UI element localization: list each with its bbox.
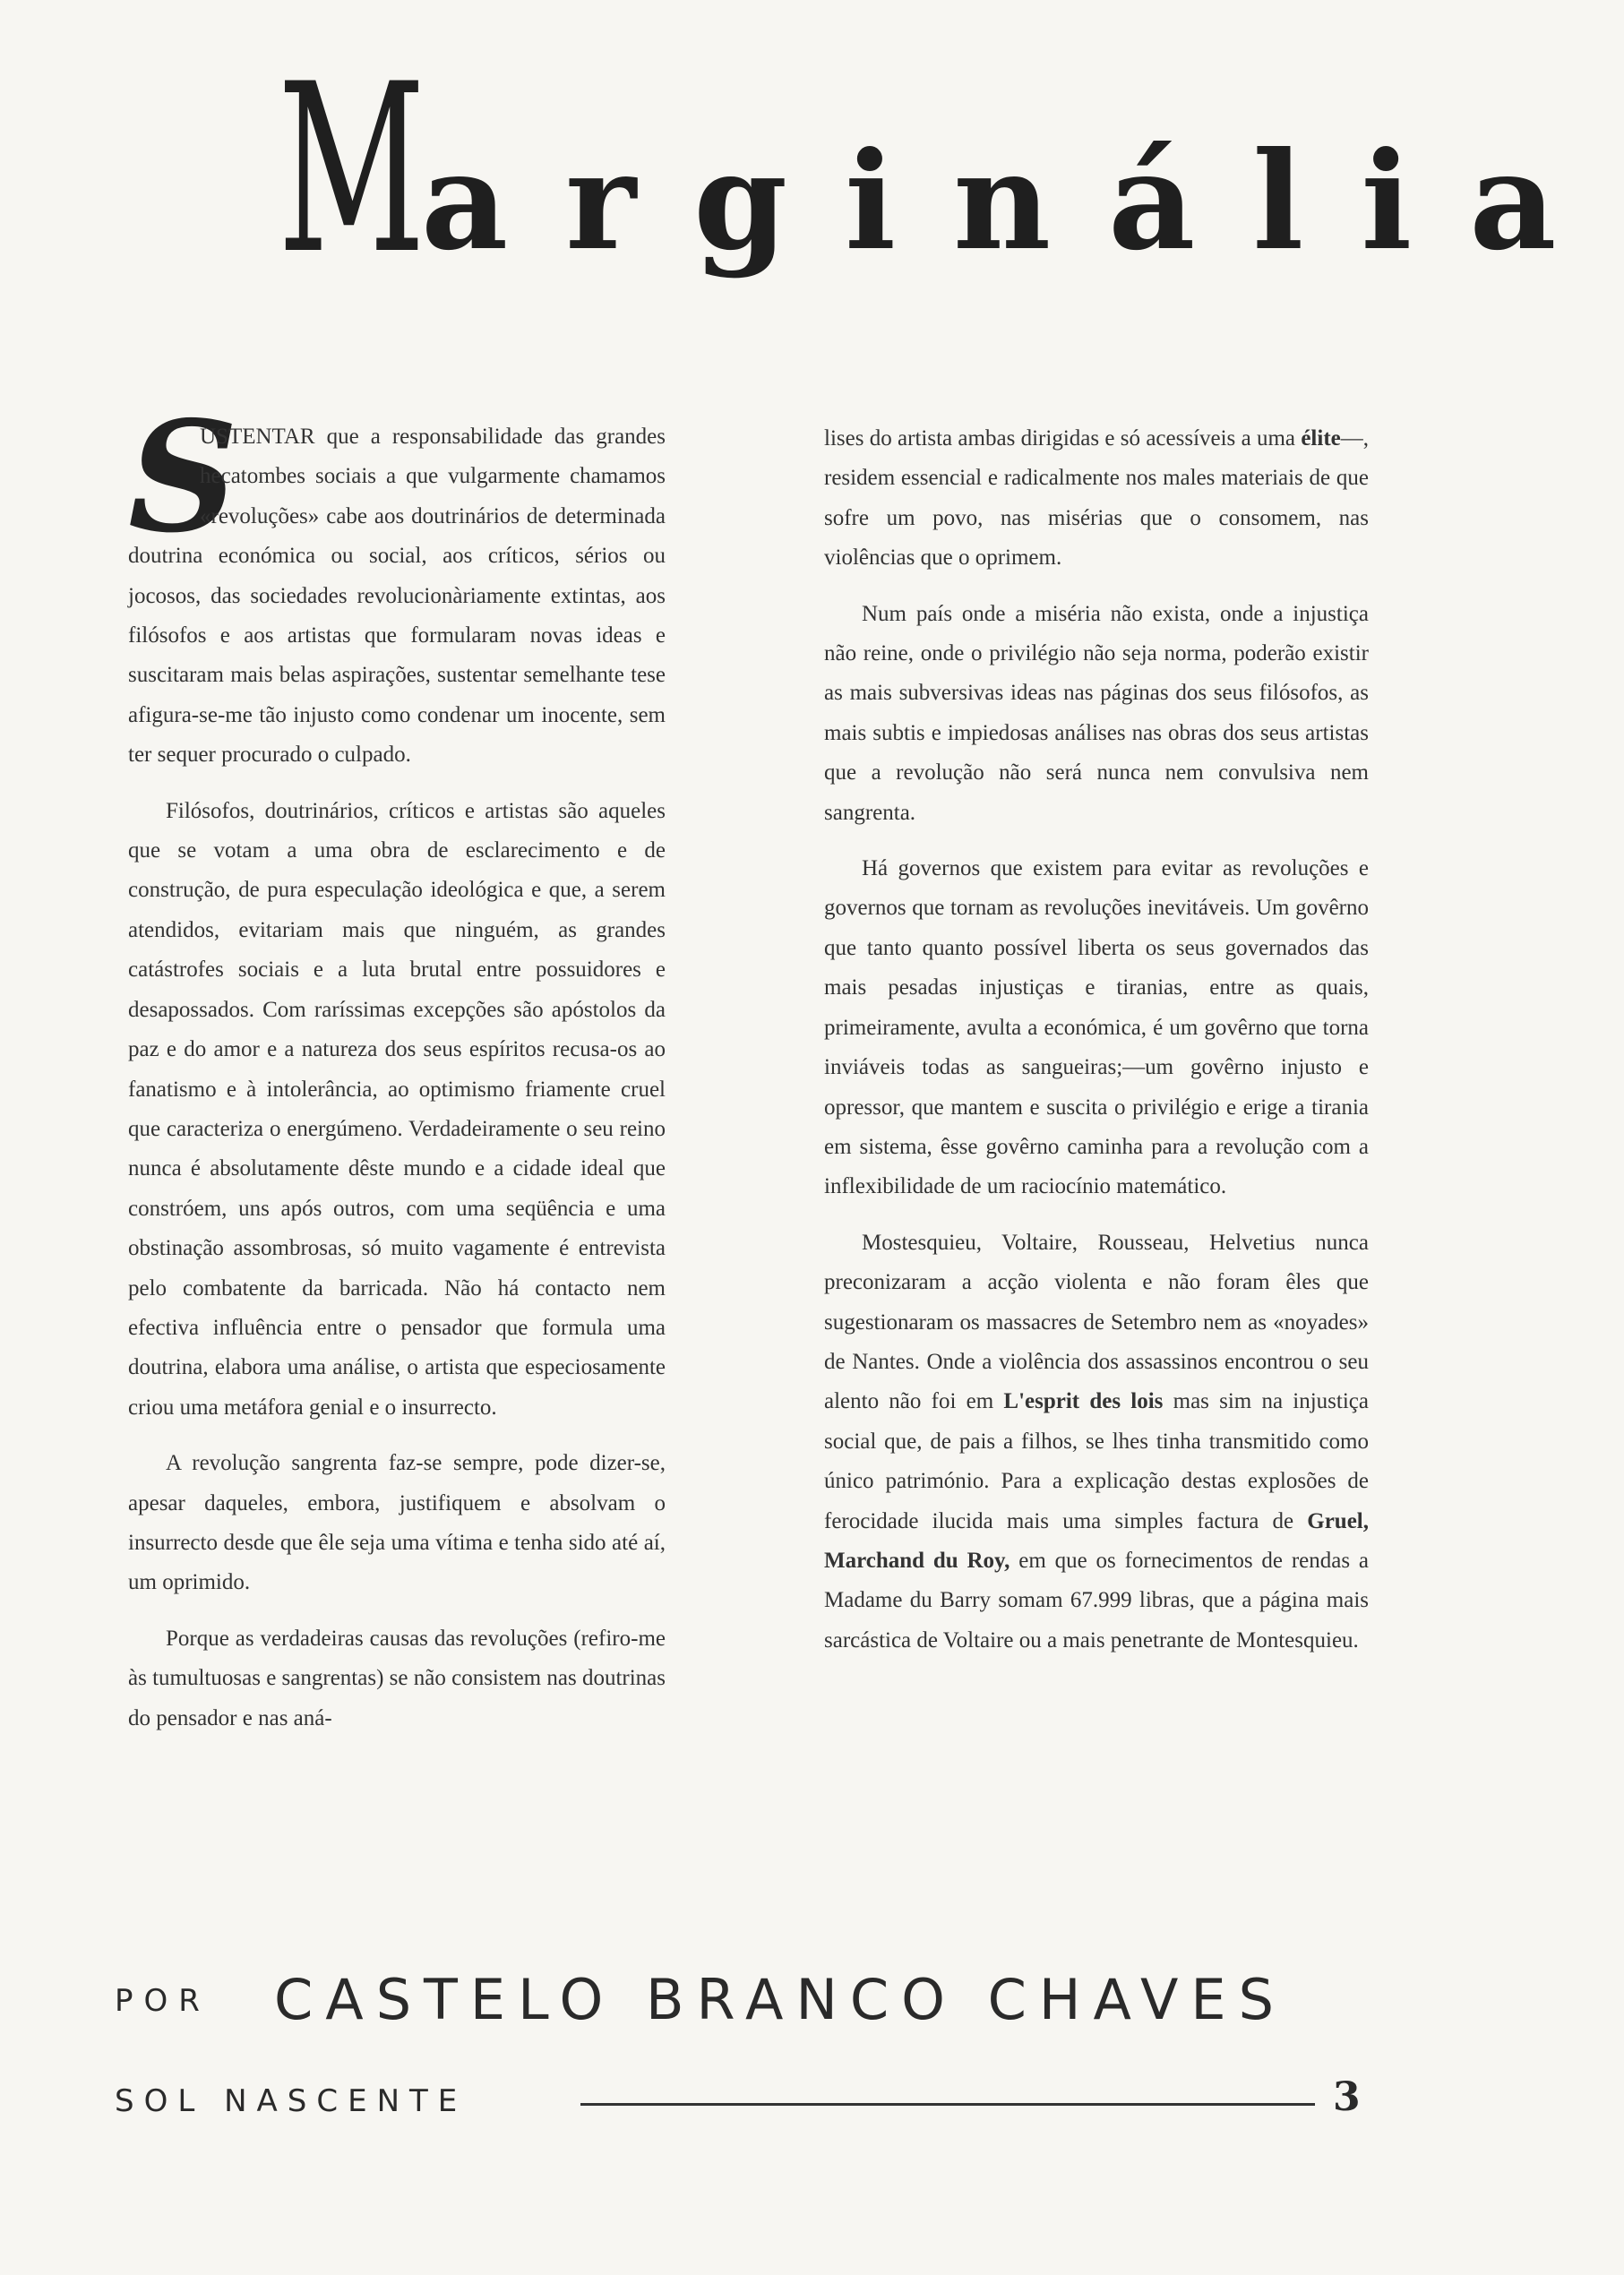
paragraph: A revolução sangrenta faz-se sempre, pode dizer-se, apesar daqueles, embora, justifiquem e absolvam o insurrecto desde que êle seja uma vítima e tenha sido até aí, um oprimido. — [128, 1451, 666, 1595]
paragraph: Porque as verdadeiras causas das revoluções (refiro-me às tumultuosas e sangrentas) se não consistem nas doutrinas do pensador e nas aná- — [128, 1626, 666, 1730]
author-name: CASTELO BRANCO CHAVES — [274, 1967, 1286, 2032]
paragraph-text: lises do artista ambas dirigidas e só acessíveis a uma — [824, 426, 1302, 451]
paragraph: Há governos que existem para evitar as revoluções e governos que tornam as revoluções inevitáveis. Um govêrno que tanto quanto possível liberta os seus governados das mais pesadas injustiças e tiranias, entre as quais, primeiramente, avulta a económica, é um govêrno que torna inviáveis todas as sangueiras;—um govêrno injusto e opressor, que mantem e suscita o privilégio e erige a tirania em sistema, êsse govêrno caminha para a revolução com a inflexibilidade de um raciocínio matemático. — [824, 856, 1369, 1199]
book-title: L'esprit des lois — [1003, 1389, 1164, 1414]
byline-prefix: POR — [115, 1983, 211, 2019]
magazine-name: SOL NASCENTE — [115, 2083, 468, 2119]
paragraph — [824, 1223, 1369, 1661]
drop-cap: S — [128, 388, 238, 567]
paragraph: Num país onde a miséria não exista, onde a injustiça não reine, onde o privilégio não seja norma, poderão existir as mais subversivas ideas nas páginas dos seus filósofos, as mais subtis e impiedosas análises nas obras dos seus artistas que a revolução não será nunca nem convulsiva nem sangrenta. — [824, 601, 1369, 825]
article-title — [278, 35, 1614, 305]
paragraph-text: em que os fornecimentos de rendas a Madame du Barry somam 67.999 libras, que a página mais sarcástica de Voltaire ou a mais penetrante de Montesquieu. — [824, 1548, 1370, 1653]
left-column — [128, 388, 666, 1755]
paragraph-text: —, residem essencial e radicalmente nos males materiais de que sofre um povo, nas misérias que o consomem, nas violências que o oprimem. — [824, 426, 1369, 571]
bold-term: Gruel, Marchand du Roy, — [824, 1508, 1369, 1573]
paragraph-text: Mostesquieu, Voltaire, Rousseau, Helvetius nunca preconizaram a acção violenta e não foram êles que sugestionaram os massacres de Setembro nem as «noyades» de Nantes. Onde a violência dos assassinos encontrou o seu alento não foi em — [824, 1230, 1369, 1414]
title-text: arginália — [421, 123, 1614, 280]
paragraph — [128, 388, 666, 776]
bold-term: élite — [1301, 426, 1341, 451]
right-column — [824, 419, 1369, 1677]
paragraph-text: USTENTAR que a responsabilidade das grandes hecatombes sociais a que vulgarmente chamamos «revoluções» cabe aos doutrinários de determinada doutrina económica ou social, aos críticos, sérios ou jocosos, das sociedades revolucionàriamente extintas, aos filósofos e aos artistas que formularam novas ideas e suscitaram mais belas aspirações, sustentar semelhante tese afigura-se-me tão injusto como condenar um inocente, sem ter sequer procurado o culpado. — [128, 425, 666, 768]
paragraph-text: mas sim na injustiça social que, de pais a filhos, se lhes tinha transmitido como único património. Para a explicação destas explosões de ferocidade ilucida mais uma simples factura de — [824, 1389, 1369, 1533]
paragraph: Filósofos, doutrinários, críticos e artistas são aqueles que se votam a uma obra de esclarecimento e de construção, de pura especulação ideológica e que, a serem atendidos, evitariam mais que ninguém, as grandes catástrofes sociais e a luta brutal entre possuidores e desapossados. Com raríssimas excepções são apóstolos da paz e do amor e a natureza dos seus espíritos recusa-os ao fanatismo e à intolerância, ao optimismo friamente cruel que caracteriza o energúmeno. Verdadeiramente o seu reino nunca é absolutamente dêste mundo e a cidade ideal que constróem, uns após outros, com uma seqüência e uma obstinação assombrosas, só muito vagamente é entrevista pelo combatente da barricada. Não há contacto nem efectiva influência entre o pensador que formula uma doutrina, elabora uma análise, o artista que especiosamente criou uma metáfora genial e o insurrecto. — [128, 798, 666, 1420]
page-footer — [115, 2074, 1369, 2128]
title-initial: M — [278, 35, 426, 305]
footer-rule — [580, 2103, 1315, 2106]
paragraph — [824, 419, 1369, 579]
byline — [115, 1967, 1369, 2039]
page-number: 3 — [1333, 2074, 1361, 2120]
